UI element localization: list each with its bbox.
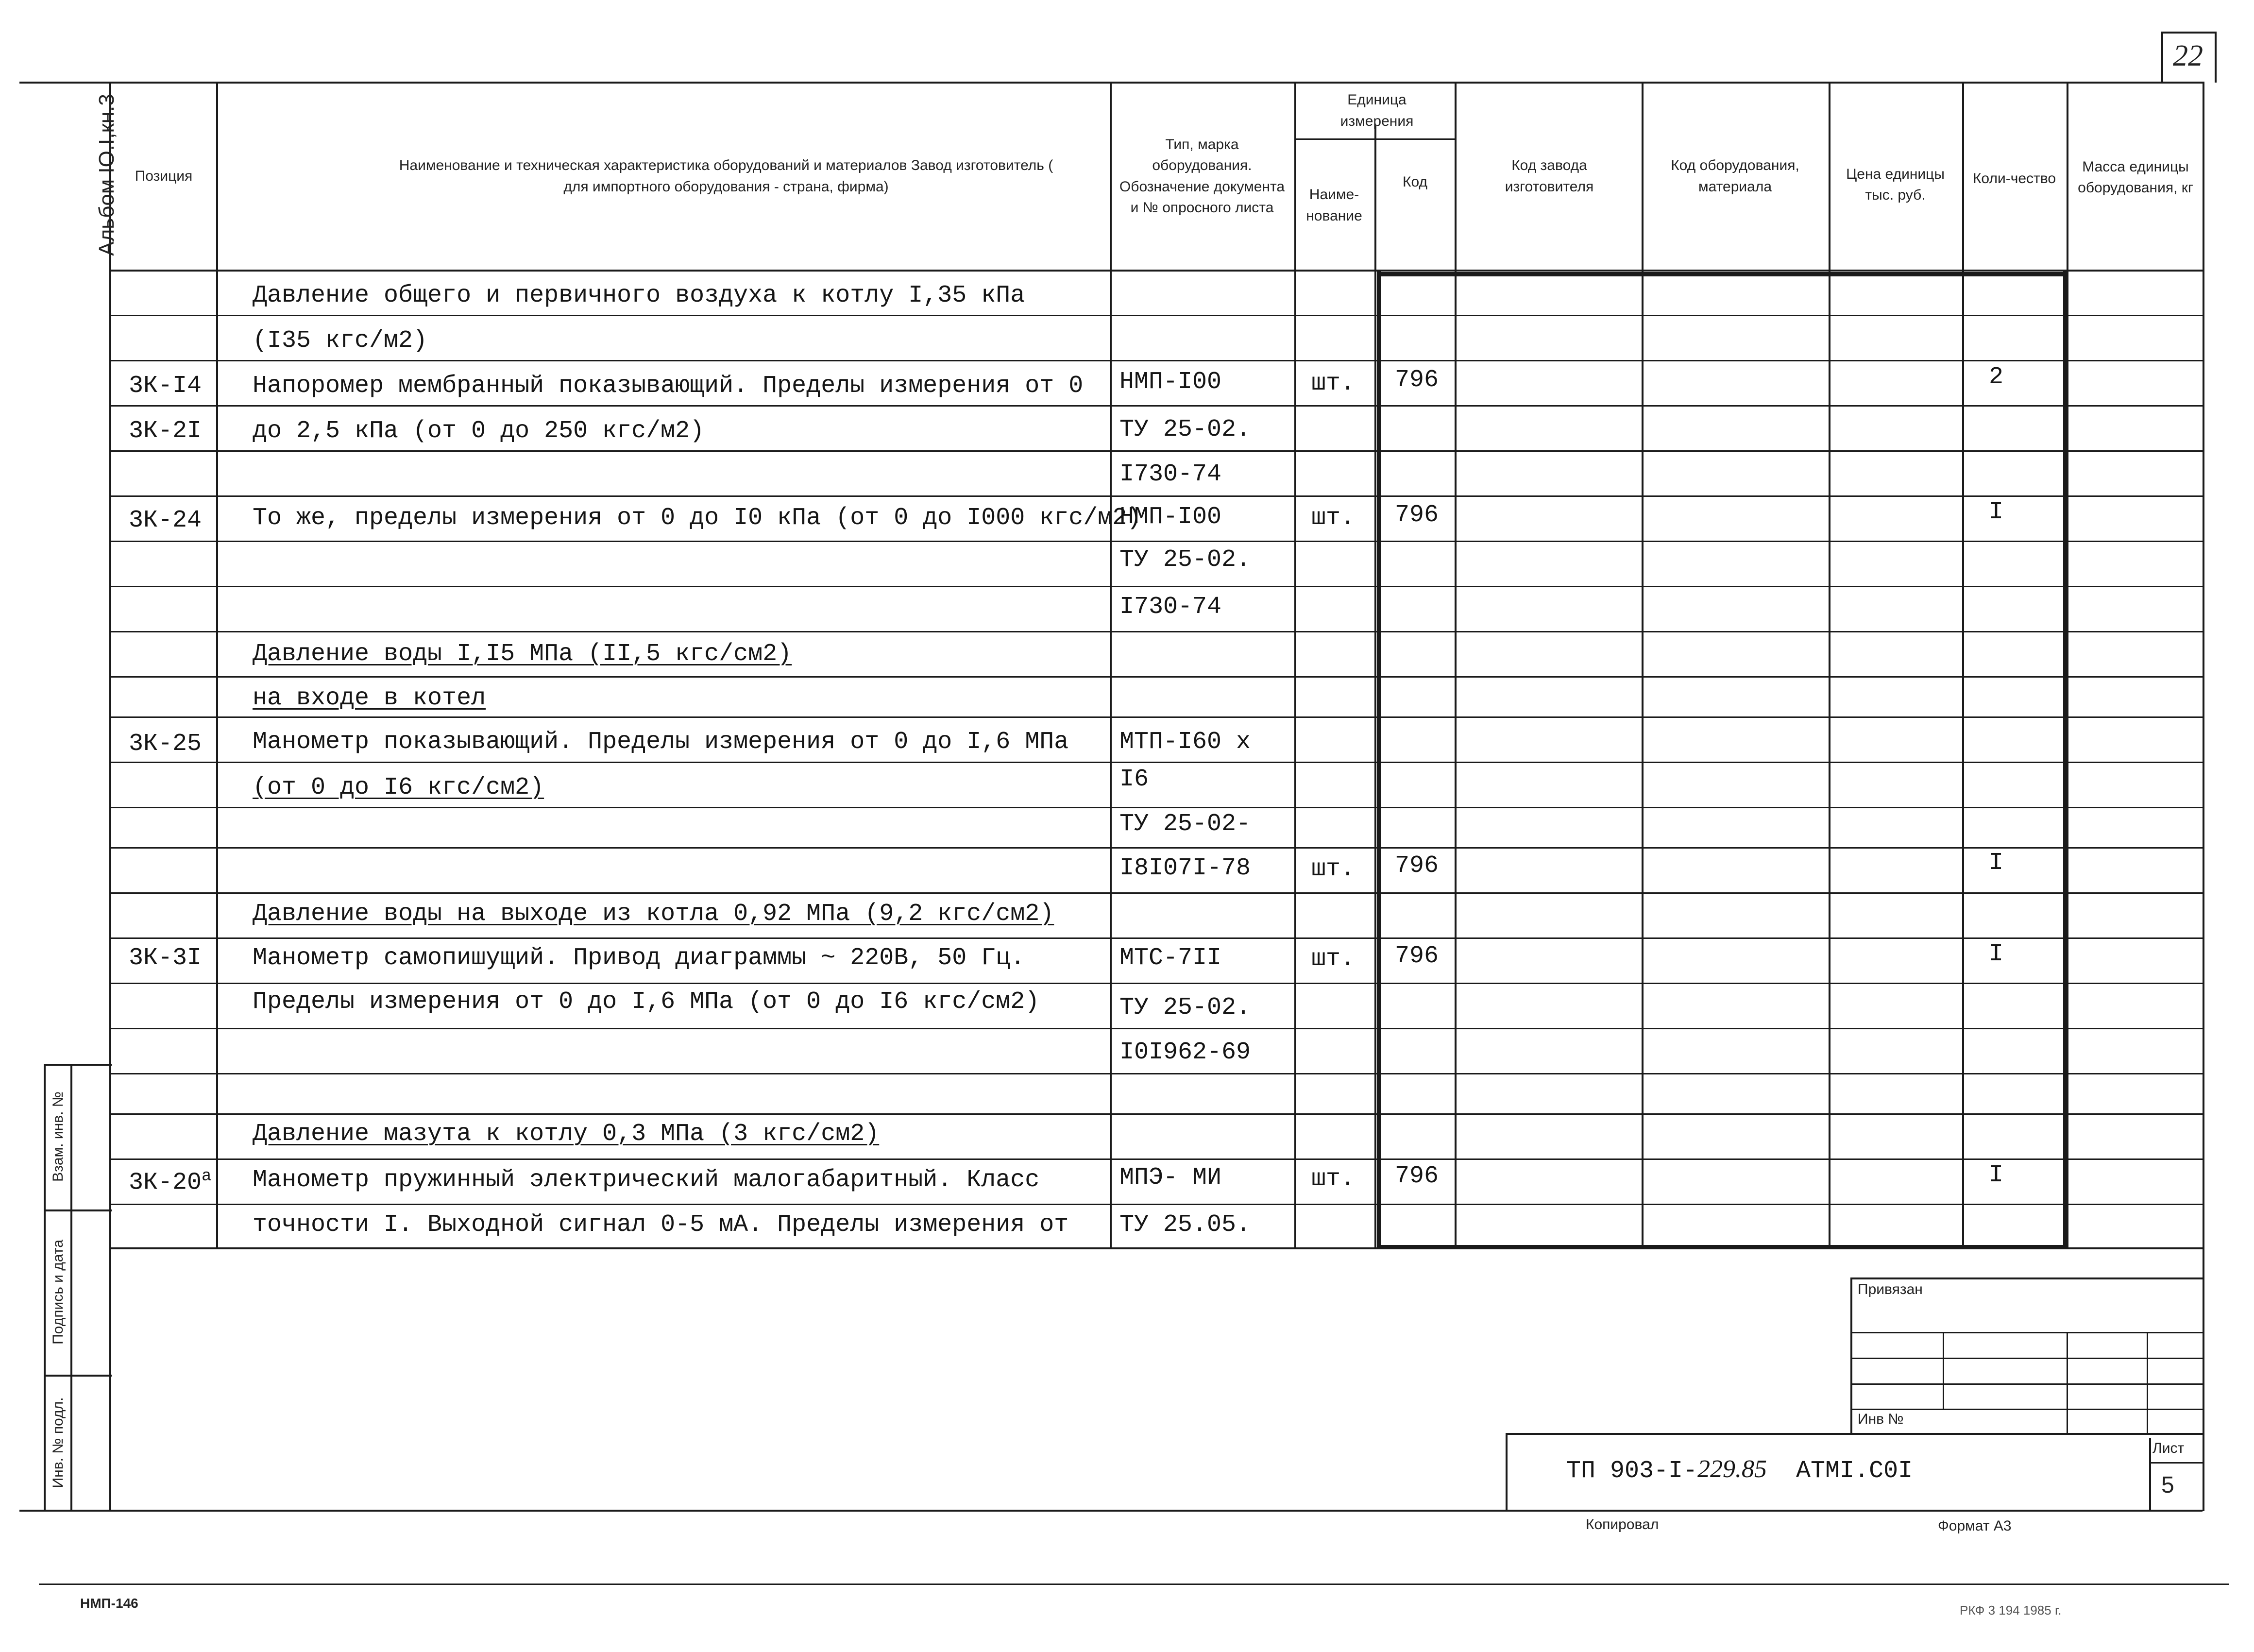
row-position: 3К-I4 bbox=[129, 372, 202, 400]
row-code: 796 bbox=[1395, 942, 1439, 970]
row-position: 3К-3I bbox=[129, 944, 202, 972]
row-name: Давление воды на выходе из котла 0,92 МПа (9,2 кгс/см2) bbox=[253, 900, 1054, 928]
row-type: МПЭ- МИ bbox=[1119, 1164, 1222, 1192]
header-unit-name: Наиме-нование bbox=[1306, 187, 1362, 224]
row-type: I6 bbox=[1119, 766, 1149, 793]
row-name: Манометр показывающий. Пределы измерения от 0 до I,6 МПа bbox=[253, 728, 1069, 756]
row-name: на входе в котел bbox=[253, 684, 486, 712]
row-type: ТУ 25-02. bbox=[1119, 546, 1251, 574]
row-name: Напоромер мембранный показывающий. Пределы измерения от 0 bbox=[253, 372, 1084, 400]
header-price: Цена единицы тыс. руб. bbox=[1846, 166, 1945, 203]
row-name: до 2,5 кПа (от 0 до 250 кгс/м2) bbox=[253, 417, 705, 445]
row-code: 796 bbox=[1395, 501, 1439, 529]
row-name: Давление воды I,I5 МПа (II,5 кгс/см2) bbox=[253, 640, 792, 668]
row-type: ТУ 25-02. bbox=[1119, 416, 1251, 443]
row-type: НМП-I00 bbox=[1119, 368, 1222, 396]
row-type: I8I07I-78 bbox=[1119, 854, 1251, 882]
row-position bbox=[129, 1168, 211, 1195]
row-code: 796 bbox=[1395, 366, 1439, 394]
row-position-text: 3К-20 bbox=[129, 1169, 202, 1197]
sheet-number: 5 bbox=[2161, 1472, 2174, 1498]
row-quantity: 2 bbox=[1989, 363, 2004, 391]
row-quantity: I bbox=[1989, 498, 2004, 526]
row-type: ТУ 25.05. bbox=[1119, 1211, 1251, 1239]
row-position: 3К-24 bbox=[129, 507, 202, 534]
row-name: (от 0 до I6 кгс/см2) bbox=[253, 774, 544, 801]
header-unit-code: Код bbox=[1402, 174, 1427, 190]
form-code: НМП-146 bbox=[80, 1596, 138, 1611]
row-unit: шт. bbox=[1311, 504, 1356, 532]
row-type: I730-74 bbox=[1119, 593, 1222, 621]
stamp-vzam: Взам. инв. № bbox=[50, 1091, 66, 1182]
row-name: Манометр самопишущий. Привод диаграммы ~ 220В, 50 Гц. bbox=[253, 944, 1025, 972]
row-name: Давление мазута к котлу 0,3 МПа (3 кгс/см2) bbox=[253, 1120, 880, 1148]
header-position: Позиция bbox=[135, 168, 193, 184]
sheet-label: Лист bbox=[2152, 1440, 2185, 1456]
row-quantity: I bbox=[1989, 1161, 2004, 1189]
kopiroval-label: Копировал bbox=[1586, 1516, 1659, 1533]
header-name: Наименование и техническая характеристика оборудований и материалов Завод изготовитель ( для импортного оборудования - страна, фирма) bbox=[399, 157, 1053, 195]
row-name: (I35 кгс/м2) bbox=[253, 327, 428, 355]
row-name: То же, пределы измерения от 0 до I0 кПа (от 0 до I000 кгс/м2) bbox=[253, 504, 1142, 532]
row-unit: шт. bbox=[1311, 855, 1356, 883]
album-label: Альбом IO.I,кн.3 bbox=[95, 94, 119, 256]
printer-mark: РКФ 3 194 1985 г. bbox=[1960, 1603, 2062, 1618]
row-quantity: I bbox=[1989, 849, 2004, 877]
row-position: 3К-2I bbox=[129, 417, 202, 445]
header-factory-code: Код завода изготовителя bbox=[1505, 157, 1594, 195]
header-unit-group: Единица измерения bbox=[1340, 92, 1414, 129]
privyazan-label: Привязан bbox=[1858, 1281, 1923, 1297]
row-position-superscript: а bbox=[202, 1167, 212, 1186]
row-type: МТС-7II bbox=[1119, 944, 1222, 972]
document-code-suffix: АТМI.С0I bbox=[1796, 1457, 1913, 1485]
document-code-prefix: ТП 903-I- bbox=[1566, 1457, 1698, 1485]
page-number: 22 bbox=[2173, 39, 2203, 72]
row-unit: шт. bbox=[1311, 945, 1356, 973]
row-type: I730-74 bbox=[1119, 460, 1222, 488]
row-type: НМП-I00 bbox=[1119, 503, 1222, 531]
format-label: Формат А3 bbox=[1938, 1518, 2012, 1534]
row-type: ТУ 25-02. bbox=[1119, 994, 1251, 1022]
row-name: Давление общего и первичного воздуха к котлу I,35 кПа bbox=[253, 282, 1025, 309]
row-type: ТУ 25-02- bbox=[1119, 810, 1251, 838]
row-name: Манометр пружинный электрический малогабаритный. Класс bbox=[253, 1166, 1040, 1194]
row-code: 796 bbox=[1395, 852, 1439, 880]
row-unit: шт. bbox=[1311, 1165, 1356, 1193]
row-name: Пределы измерения от 0 до I,6 МПа (от 0 до I6 кгс/см2) bbox=[253, 988, 1040, 1016]
row-type: I0I962-69 bbox=[1119, 1039, 1251, 1066]
row-position: 3К-25 bbox=[129, 730, 202, 758]
inv-no-label: Инв № bbox=[1858, 1411, 1904, 1427]
header-quantity: Коли-чество bbox=[1972, 170, 2056, 187]
header-type: Тип, марка оборудования. Обозначение документа и № опросного листа bbox=[1119, 136, 1285, 216]
row-name: точности I. Выходной сигнал 0-5 мА. Пределы измерения от bbox=[253, 1211, 1069, 1239]
document-code-handwritten: 229.85 bbox=[1697, 1455, 1767, 1483]
row-unit: шт. bbox=[1311, 370, 1356, 397]
document-code bbox=[1566, 1455, 1913, 1485]
stamp-inv-podl: Инв. № подл. bbox=[50, 1397, 66, 1488]
row-code: 796 bbox=[1395, 1162, 1439, 1190]
header-mass: Масса единицы оборудования, кг bbox=[2078, 158, 2193, 196]
row-type: МТП-I60 х bbox=[1119, 728, 1251, 756]
header-equipment-code: Код оборудования, материала bbox=[1671, 157, 1799, 195]
row-quantity: I bbox=[1989, 940, 2004, 968]
stamp-podpis: Подпись и дата bbox=[50, 1240, 66, 1345]
